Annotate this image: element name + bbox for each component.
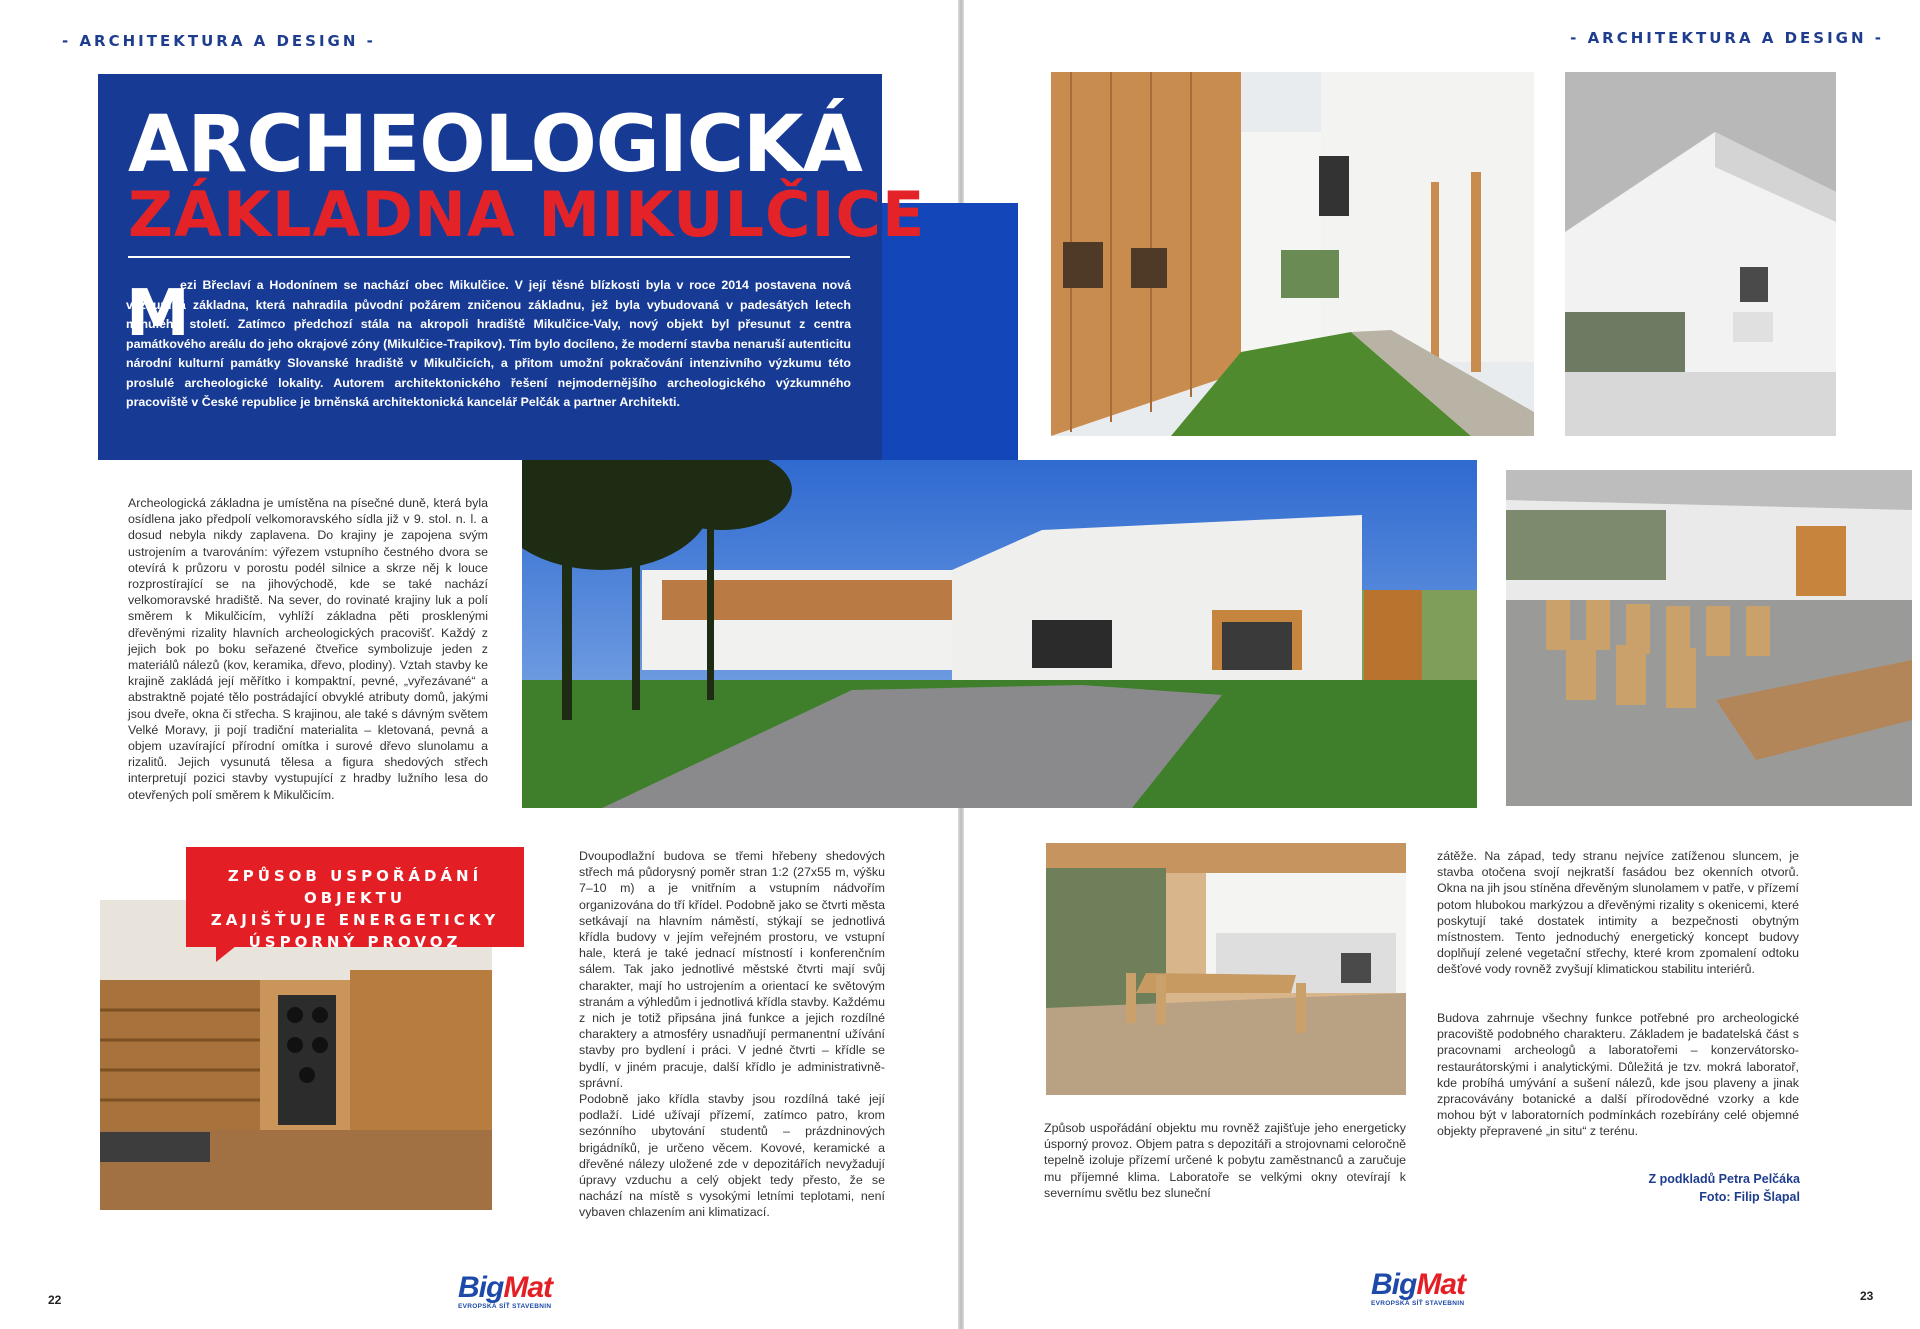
courtyard-illustration — [1051, 72, 1534, 436]
body-column-2b: Podobně jako křídla stavby jsou rozdílná také její podlaží. Lidé užívají přízemí, zatímco patro, krom sezónního ubytování studentů – prázdninových brigádníků, je určeno věcem. Kovové, keramické a dřevěné nálezy uložené zde v depozitářích nevyžadují úpravy vzduchu a celý objekt tedy přesto, že se nachází na místě s vysokými letními teplotami, není vybaven chlazením ani klimatizací. — [579, 1092, 885, 1220]
body-column-4b: Budova zahrnuje všechny funkce potřebné pro archeologické pracoviště podobného charakteru. Základem je badatelská část s pracovnami archeologů a laboratořemi – konzervátorsko-restaurátorskými i analytickými. Důležitá je tzv. mokrá laboratoř, kde probíhá umývání a sušení nálezů, kde jsou plaveny a jinak zpracovávány botanické a další přírodovědné vzorky a kde mohou být v laboratorních podmínkách rozebírány celé objemné objekty přepravené „in situ“ z terénu. — [1437, 1011, 1799, 1139]
lead-paragraph — [126, 276, 851, 413]
logo-big: Big — [458, 1271, 504, 1304]
pull-quote-box — [186, 847, 524, 951]
section-kicker-left: - ARCHITEKTURA A DESIGN - — [62, 32, 376, 50]
bigmat-logo-right — [1371, 1268, 1481, 1307]
page-title-line2: ZÁKLADNA MIKULČICE — [128, 178, 926, 251]
kitchen-illustration — [1046, 843, 1406, 1095]
page-number-left: 22 — [48, 1293, 62, 1307]
bigmat-logo-mark — [1371, 1268, 1481, 1301]
logo-big: Big — [1371, 1268, 1417, 1301]
body-column-3: Způsob uspořádání objektu mu rovněž zajišťuje jeho energeticky úsporný provoz. Objem patra s depozitáři a strojovnami celoročně tepelně izoluje přízemí určené k pobytu zaměstnanců a zaručuje mu příjemné klima. Laboratoře se velkými okny otevírají k severnímu světlu bez sluneční — [1044, 1121, 1406, 1200]
bigmat-logo-tagline: EVROPSKÁ SÍŤ STAVEBNIN — [458, 1303, 552, 1310]
pull-quote-line3: ÚSPORNÝ PROVOZ — [248, 933, 462, 951]
lead-text: ezi Břeclaví a Hodonínem se nachází obec Mikulčice. V její těsné blízkosti byla v roce 2014 postavena nová výzkumná základna, která nahradila původní požárem zničenou základnu, jež byla vybudovaná v padesátých letech minulého století. Zatímco předchozí stála na akropoli hradiště Mikulčice-Valy, nový objekt byl přesunut z centra památkového areálu do jeho okrajové zóny (Mikulčice-Trapikov). Tím bylo docíleno, že moderní stavba nenaruší autenticitu národní kulturní památky Slovanské hradiště v Mikulčicích, a přitom umožní pokračování intenzivního výzkumu této proslulé archeologické lokality. Autorem architektonického řešení nejmodernějšího archeologického výzkumného pracoviště v České republice je brněnská architektonická kancelář Pelčák a partner Architekti. — [126, 278, 851, 409]
drop-cap: M — [126, 277, 190, 351]
pull-quote-line2: ZAJIŠŤUJE ENERGETICKY — [210, 911, 500, 929]
kitchen-photo — [1046, 843, 1406, 1095]
pull-quote-line1: ZPŮSOB USPOŘÁDÁNÍ OBJEKTU — [227, 867, 483, 907]
logo-mat: Mat — [503, 1271, 552, 1304]
bigmat-logo-mark — [458, 1271, 568, 1304]
credits — [1500, 1170, 1800, 1206]
lecture-room-illustration — [1506, 470, 1912, 806]
logo-mat: Mat — [1416, 1268, 1465, 1301]
body-column-4a: zátěže. Na západ, tedy stranu nejvíce zatíženou sluncem, je stavba otočena svojí nejkratší fasádou bez okenních otvorů. Okna na jih jsou stíněna dřevěným slunolamem v patře, v přízemí potom hlubokou markýzou a dřevěnými rizality s okenicemi, které poskytují také dostatek intimity a bezpečnosti obytným místnostem. Tento jednoduchý energetický koncept budovy doplňují zelené vegetační střechy, které krom zpomalení odtoku dešťové vody rovněž zvyšují klimatickou stabilitu interiérů. — [1437, 849, 1799, 977]
page-number-right: 23 — [1860, 1289, 1874, 1303]
bigmat-logo-tagline: EVROPSKÁ SÍŤ STAVEBNIN — [1371, 1300, 1465, 1307]
hall-photo — [1565, 72, 1836, 436]
bigmat-logo-left — [458, 1271, 568, 1310]
page-title-line1: ARCHEOLOGICKÁ — [128, 100, 862, 190]
lecture-room-photo — [1506, 470, 1912, 806]
courtyard-photo — [1051, 72, 1534, 436]
pull-quote-tail — [216, 946, 236, 962]
hall-illustration — [1565, 72, 1836, 436]
body-column-1: Archeologická základna je umístěna na písečné duně, která byla osídlena jako předpolí velkomoravského sídla již v 9. stol. n. l. a dosud nebyla nikdy zaplavena. Do krajiny je zapojena svým ustrojením a tvarováním: výřezem vstupního čestného dvora se otevírá k průzoru v porostu podél silnice a skrze něj k louce rozprostírající se na jihovýchodě, kde se také nachází velkomoravské hradiště. Na sever, do rovinaté krajiny luk a polí směrem k Mikulčicím, vyhlíží základna pěti prosklenými dřevěnými rizality hlavních archeologických pracovišť. Každý z jejich bok po boku seřazené čtveřice symbolizuje jeden z materiálů nálezů (kov, keramika, dřevo, plodiny). Vztah stavby ke krajině zakládá její měřítko i kompaktní, pevné, „vyřezávané“ a abstraktně pojaté tělo postrádající obvyklé atributy domů, jakými jsou dveře, okna či střecha. S krajinou, ale také s dávným světem Velké Moravy, ji pojí tradiční materialita – kletovaná, pevná a objem uzavírající přírodní omítka i surové dřevo slunolamu a rizalitů. Jejich vysunutá tělesa a figura shedových střech interpretují pozici stavby vystupující z hradby lužního lesa do otevřených polí směrem k Mikulčicím. — [128, 496, 488, 802]
title-divider — [128, 256, 850, 258]
section-kicker-right: - ARCHITEKTURA A DESIGN - — [1570, 29, 1884, 47]
exterior-photo — [522, 460, 1477, 808]
body-column-2a: Dvoupodlažní budova se třemi hřebeny shedových střech má půdorysný poměr stran 1:2 (27x55 m, výšku 7–10 m) a je vnitřním a vstupním nádvořím organizována do tří křídel. Podobně jako se čtvrti města setkávají na hlavním náměstí, stýkají se jednotlivá křídla budovy v jejím veřejném prostoru, ve vstupní hale, která je také jednací místností i konferenčním sálem. Tak jako jednotlivé městské čtvrti mají svůj charakter, mají ho ustrojením a orientací ke světovým stranám a výhledům i jednotlivá křídla stavby. Každému z nich je totiž připsána jiná funkce a jejich rozdílné charaktery a atmosféry usnadňují permanentní užívání stavby pro bydlení i práci. V jedné čtvrti – křídle se bydlí, v jiném pracuje, další křídlo je administrativně-správní. — [579, 849, 885, 1090]
exterior-illustration — [522, 460, 1477, 808]
credit-photo: Foto: Filip Šlapal — [1699, 1190, 1800, 1204]
credit-source: Z podkladů Petra Pelčáka — [1648, 1172, 1800, 1186]
